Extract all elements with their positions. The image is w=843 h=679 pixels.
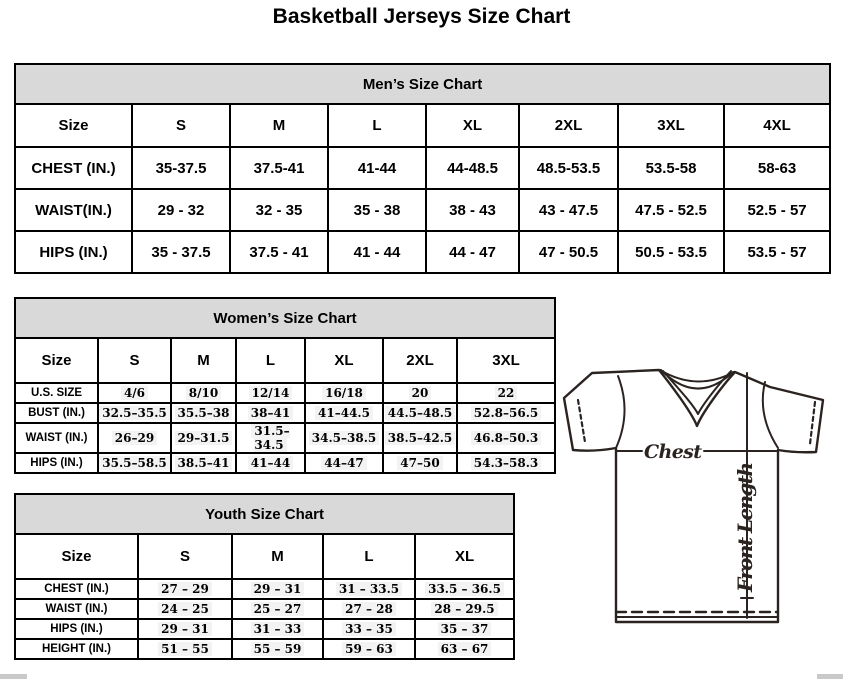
row-label: HIPS (IN.)	[15, 619, 138, 639]
page-title: Basketball Jerseys Size Chart	[272, 5, 571, 28]
size-value-cell: 58-63	[724, 147, 830, 189]
table-row	[15, 639, 514, 659]
womens-size-chart-table	[14, 297, 556, 474]
size-value-cell: 46.8–50.3	[457, 423, 555, 453]
size-value-cell: 35-37.5	[132, 147, 230, 189]
size-value-cell: 33.5 – 36.5	[415, 579, 514, 599]
column-header-row	[15, 104, 830, 147]
size-value-cell: 38.5–41	[171, 453, 236, 473]
size-value-cell: 33 – 35	[323, 619, 415, 639]
size-value-cell: 38–41	[236, 403, 305, 423]
column-header: L	[236, 338, 305, 383]
column-header: S	[132, 104, 230, 147]
chart-title: Women’s Size Chart	[15, 298, 555, 338]
size-value-cell: 41-44	[328, 147, 426, 189]
size-value-cell: 12/14	[236, 383, 305, 403]
size-value-cell: 35.5–38	[171, 403, 236, 423]
table-row	[15, 231, 830, 273]
size-value-cell: 44-48.5	[426, 147, 519, 189]
front-length-label: Front Length	[733, 462, 757, 592]
size-value-cell: 34.5–38.5	[305, 423, 383, 453]
size-value-cell: 41–44.5	[305, 403, 383, 423]
size-value-cell: 47 - 50.5	[519, 231, 618, 273]
size-value-cell: 24 – 25	[138, 599, 232, 619]
size-value-cell: 37.5 - 41	[230, 231, 328, 273]
size-value-cell: 44 - 47	[426, 231, 519, 273]
column-header-row	[15, 338, 555, 383]
size-value-cell: 53.5 - 57	[724, 231, 830, 273]
size-value-cell: 38 - 43	[426, 189, 519, 231]
table-row	[15, 453, 555, 473]
column-header: 4XL	[724, 104, 830, 147]
column-header: Size	[15, 534, 138, 579]
size-value-cell: 53.5-58	[618, 147, 724, 189]
table-row	[15, 189, 830, 231]
size-value-cell: 35 - 38	[328, 189, 426, 231]
chart-title: Youth Size Chart	[15, 494, 514, 534]
row-label: HIPS (IN.)	[15, 453, 98, 473]
column-header: 3XL	[457, 338, 555, 383]
size-value-cell: 41–44	[236, 453, 305, 473]
column-header: L	[323, 534, 415, 579]
youth-size-chart-table	[14, 493, 515, 660]
size-value-cell: 35 - 37.5	[132, 231, 230, 273]
size-value-cell: 35 – 37	[415, 619, 514, 639]
column-header: Size	[15, 338, 98, 383]
column-header: 2XL	[383, 338, 457, 383]
column-header: XL	[305, 338, 383, 383]
row-label: WAIST(IN.)	[15, 189, 132, 231]
size-value-cell: 37.5-41	[230, 147, 328, 189]
column-header: 2XL	[519, 104, 618, 147]
horizontal-scrollbar-right-fragment[interactable]	[817, 674, 843, 679]
size-value-cell: 43 - 47.5	[519, 189, 618, 231]
jersey-measurement-diagram	[558, 360, 830, 630]
row-label: U.S. SIZE	[15, 383, 98, 403]
size-value-cell: 22	[457, 383, 555, 403]
column-header: M	[230, 104, 328, 147]
horizontal-scrollbar-left-fragment[interactable]	[0, 674, 27, 679]
size-value-cell: 47–50	[383, 453, 457, 473]
table-row	[15, 423, 555, 453]
row-label: CHEST (IN.)	[15, 147, 132, 189]
column-header: Size	[15, 104, 132, 147]
row-label: BUST (IN.)	[15, 403, 98, 423]
size-value-cell: 44.5–48.5	[383, 403, 457, 423]
column-header: M	[232, 534, 323, 579]
chest-label: Chest	[644, 441, 702, 463]
size-value-cell: 54.3–58.3	[457, 453, 555, 473]
size-value-cell: 29 - 32	[132, 189, 230, 231]
size-value-cell: 20	[383, 383, 457, 403]
size-value-cell: 52.8–56.5	[457, 403, 555, 423]
column-header: S	[98, 338, 171, 383]
size-value-cell: 51 – 55	[138, 639, 232, 659]
table-row	[15, 403, 555, 423]
row-label: HEIGHT (IN.)	[15, 639, 138, 659]
size-value-cell: 47.5 - 52.5	[618, 189, 724, 231]
row-label: CHEST (IN.)	[15, 579, 138, 599]
size-value-cell: 59 – 63	[323, 639, 415, 659]
size-value-cell: 38.5–42.5	[383, 423, 457, 453]
column-header: XL	[426, 104, 519, 147]
size-value-cell: 48.5-53.5	[519, 147, 618, 189]
size-value-cell: 25 – 27	[232, 599, 323, 619]
column-header: M	[171, 338, 236, 383]
size-value-cell: 55 – 59	[232, 639, 323, 659]
table-row	[15, 599, 514, 619]
size-value-cell: 8/10	[171, 383, 236, 403]
table-row	[15, 579, 514, 599]
size-value-cell: 50.5 - 53.5	[618, 231, 724, 273]
column-header: XL	[415, 534, 514, 579]
row-label: WAIST (IN.)	[15, 423, 98, 453]
table-row	[15, 147, 830, 189]
size-value-cell: 26–29	[98, 423, 171, 453]
row-label: WAIST (IN.)	[15, 599, 138, 619]
column-header: 3XL	[618, 104, 724, 147]
table-row	[15, 383, 555, 403]
size-value-cell: 27 – 28	[323, 599, 415, 619]
size-value-cell: 44–47	[305, 453, 383, 473]
size-value-cell: 28 – 29.5	[415, 599, 514, 619]
column-header-row	[15, 534, 514, 579]
size-value-cell: 16/18	[305, 383, 383, 403]
mens-size-chart-table	[14, 63, 831, 274]
size-value-cell: 63 – 67	[415, 639, 514, 659]
size-value-cell: 41 - 44	[328, 231, 426, 273]
column-header: L	[328, 104, 426, 147]
column-header: S	[138, 534, 232, 579]
size-value-cell: 31 – 33.5	[323, 579, 415, 599]
table-row	[15, 619, 514, 639]
size-value-cell: 29–31.5	[171, 423, 236, 453]
size-value-cell: 27 – 29	[138, 579, 232, 599]
size-value-cell: 32.5–35.5	[98, 403, 171, 423]
size-value-cell: 4/6	[98, 383, 171, 403]
row-label: HIPS (IN.)	[15, 231, 132, 273]
size-value-cell: 35.5–58.5	[98, 453, 171, 473]
size-value-cell: 32 - 35	[230, 189, 328, 231]
size-value-cell: 29 – 31	[232, 579, 323, 599]
size-value-cell: 52.5 - 57	[724, 189, 830, 231]
size-value-cell: 31.5–34.5	[236, 423, 305, 453]
chart-title: Men’s Size Chart	[15, 64, 830, 104]
size-value-cell: 31 – 33	[232, 619, 323, 639]
size-value-cell: 29 – 31	[138, 619, 232, 639]
